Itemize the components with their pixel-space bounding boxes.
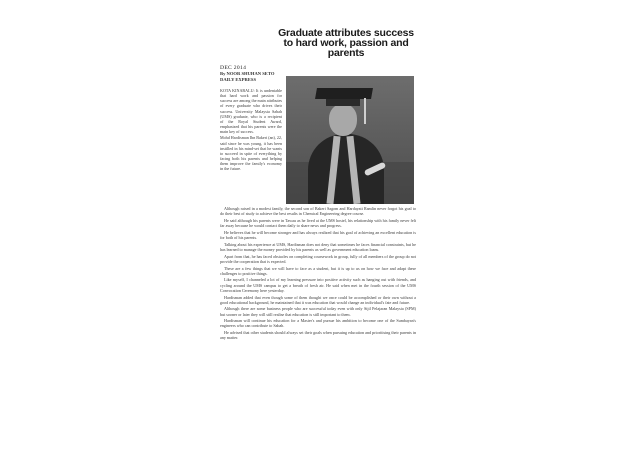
newspaper-clipping (220, 28, 416, 370)
article-byline: By NOOR SHUHAN SETO (220, 71, 275, 77)
graduate-portrait-photo (286, 76, 414, 204)
article-body (220, 206, 416, 370)
body-paragraph: He advised that other students should always set their goals when pursuing education and prioritising their parents in any matter. (220, 330, 416, 341)
lead-column (220, 88, 282, 204)
body-paragraph: Although there are some business people who are successful today even with only Sijil Pelajaran Malaysia (SPM) but sooner or later they will still realise that education is still important to them. (220, 306, 416, 317)
lead-paragraph: KOTA KINABALU: It is undeniable that hard work and passion for success are among the main attributes of every graduate who drives their success. University Malaysia Sabah (UMS) graduate, who is a recipient of the Royal Student Award, emphasized that his parents were the main key of success. (220, 88, 282, 135)
body-paragraph: Hardisman added that even though some of them thought we once could be accomplished or their own without a good educational background, he maintained that it was education that would change an individual's fate and future. (220, 294, 416, 305)
face-shape (329, 104, 357, 136)
body-paragraph: Like myself, I channeled a lot of my learning pressure into positive activity such as hanging out with friends, and cycling around the UMS campus to get a breath of fresh air. He said when met in the fourth session of the UMS Convocation Ceremony here yesterday. (220, 277, 416, 293)
body-paragraph: Although raised in a modest family, the second son of Bakeri Sagom and Hardayati Ramlin never forgot his goal to do their best of study to achieve the best results in Chemical Engineering degree course. (220, 206, 416, 217)
body-paragraph: Hardisman will continue his education for a Master's and pursue his ambition to become one of the Sumbayan's engineers who can contribute to Sabah. (220, 318, 416, 329)
article-publication: DAILY EXPRESS (220, 76, 257, 82)
body-paragraph: These are a few things that we will have to face as a student, but it is up to us on how we face and adapt these challenges to positive things. (220, 265, 416, 276)
body-paragraph: Talking about his experience at UMS, Hardisman does not deny that sometimes he faces financial constraints, but he has learned to manage the money provided by his parents as well as government education loans. (220, 241, 416, 252)
article-headline: Graduate attributes success to hard work, passion and parents (278, 27, 414, 59)
body-paragraph: He believes that he will become stronger and has always realized that his goal of achieving an excellent education is for both of his parents. (220, 229, 416, 240)
article-meta (220, 66, 278, 82)
lead-paragraph: Mohd Hardisman Ibn Bakeri (an), 22, said since he was young, it has been instilled in his mind-set that he wants to succeed in spite of everything by facing both his parents and helping them improve the family's economy in the future. (220, 135, 282, 172)
article-date: DEC 2014 (220, 65, 247, 71)
body-paragraph: Apart from that, he has faced obstacles on completing coursework in group, fully of all members of the group do not provide the cooperation that is expected. (220, 253, 416, 264)
body-paragraph: He said although his parents were in Tawau as he lived at the UMS hostel, his relationship with his family never felt far away because he would contact them daily to share news and progress. (220, 217, 416, 229)
